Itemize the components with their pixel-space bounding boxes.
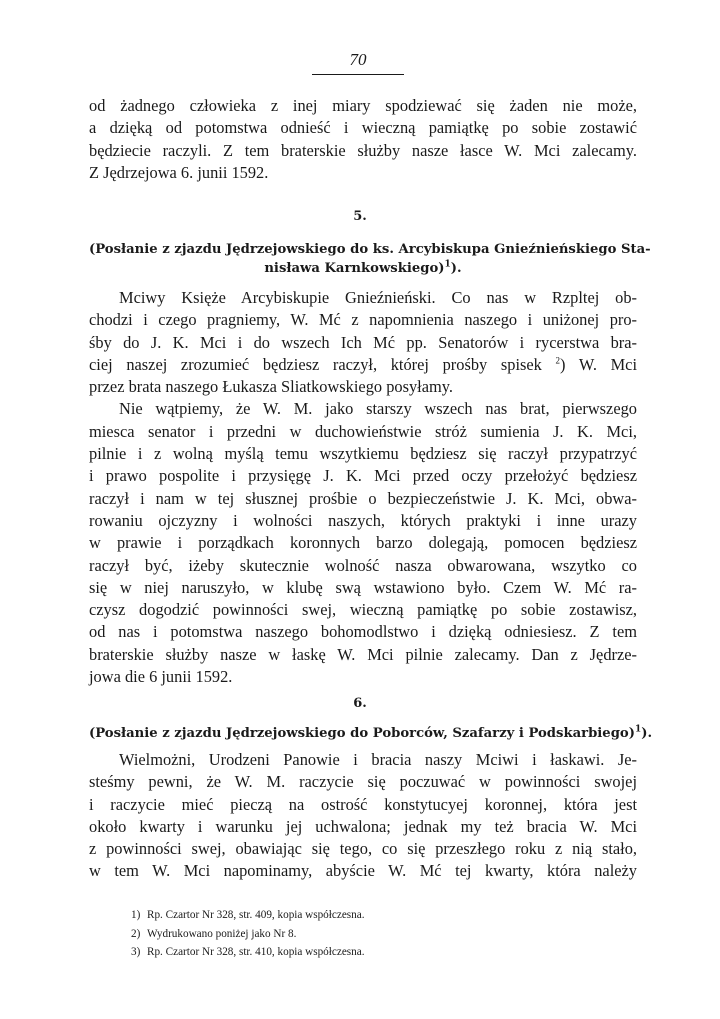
footnote-mark: 2) xyxy=(131,927,141,940)
footnote-mark: 1) xyxy=(131,909,141,921)
footnote xyxy=(131,943,551,962)
text-line: od nas i potomstwa naszego bohomodlstwo i dzięką odniesiesz. Z tem xyxy=(89,622,637,642)
text-line: przez brata naszego Łukasza Sliatkowskiego posyłamy. xyxy=(89,377,453,397)
footnote-ref: 1 xyxy=(444,259,451,270)
footnote-ref: 1 xyxy=(634,724,642,735)
text-line: miesca senator i przedni w duchowieństwie stróż sumienia J. K. Mci, xyxy=(89,421,637,441)
text-line: Z Jędrzejowa 6. junii 1592. xyxy=(89,162,269,182)
text-line: pilnie i z wolną myślą temu wszytkiemu będziesz się raczył przypatrzyć xyxy=(89,444,637,464)
letter-closing-paragraph xyxy=(89,95,637,184)
text-line: od żadnego człowieka z inej miary spodziewać się żaden nie może, xyxy=(89,96,637,115)
text-line: chodzi i czego pragniemy, W. Mć z napomnienia naszego i uniżonej pro- xyxy=(89,310,637,330)
heading-line: (Posłanie z zjazdu Jędrzejowskiego do ks. Arcybiskupa Gnieźnieńskiego Sta- xyxy=(89,242,651,257)
section-number-5: 5. xyxy=(353,209,367,224)
footnote-text: Rp. Czartor Nr 328, str. 410, kopia współczesna. xyxy=(147,946,365,958)
text-line: się w niej naruszyło, w klubę swą wstawiono było. Czem W. Mć ra- xyxy=(89,577,637,597)
text-line: śby do J. K. Mci i do wszech Ich Mć pp. Senatorów i rycerstwa bra- xyxy=(89,332,637,352)
footnote-ref: 2 xyxy=(555,355,561,366)
text-line: w tem W. Mci napominamy, abyście W. Mć tej kwarty, która należy xyxy=(89,861,637,881)
text-line: steśmy pewni, że W. M. raczycie się poczuwać w powinności swojej xyxy=(89,772,637,792)
text-line: i raczycie mieć pieczą na ostrość konstytucyej koronnej, która jest xyxy=(89,794,637,814)
text-line: rowaniu ojczyzny i wolności naszych, których praktyki i inne urazy xyxy=(89,510,637,530)
text-line: Mciwy Księże Arcybiskupie Gnieźnieński. Co nas w Rzpltej ob- xyxy=(119,288,637,307)
text-line: a dzięką od potomstwa odnieść i wieczną pamiątkę po sobie zostawić xyxy=(89,118,637,138)
section-number-6: 6. xyxy=(353,696,367,711)
text-line: ciej naszej zrozumieć będziesz raczył, której prośby spisek $^2$) W. Mci xyxy=(89,354,637,374)
text-line: raczył być, iżeby skutecznie wolność nasza obwarowana, wszytko co xyxy=(89,555,637,575)
footnote-text: Wydrukowano poniżej jako Nr 8. xyxy=(147,927,297,940)
section-6-body xyxy=(89,749,637,883)
footnote xyxy=(131,925,551,944)
text-line: czysz dogodzić powinności swej, wieczną pamiątkę po sobie zostawisz, xyxy=(89,600,637,620)
text-line: braterskie służby nasze w łaskę W. Mci pilnie zalecamy. Dan z Jędrze- xyxy=(89,644,637,664)
footnotes xyxy=(131,906,551,962)
page-number: 70 xyxy=(312,50,404,75)
section-heading-5 xyxy=(89,240,651,278)
heading-line: nisława Karnkowskiego)$^1$). xyxy=(264,259,462,276)
text-line: będziecie raczyli. Z tem braterskie służby nasze łasce W. Mci zalecamy. xyxy=(89,140,637,160)
text-line: Nie wątpiemy, że W. M. jako starszy wszech nas brat, pierwszego xyxy=(119,399,637,419)
footnote-text: Rp. Czartor Nr 328, str. 409, kopia współczesna. xyxy=(147,909,365,921)
text-line: około kwarty i warunku jej uchwalona; jednak my też bracia W. Mci xyxy=(89,816,637,836)
text-line: Wielmożni, Urodzeni Panowie i bracia naszy Mciwi i łaskawi. Je- xyxy=(119,750,637,769)
footnote xyxy=(131,906,551,925)
text-line: raczył i nam w tej słusznej prośbie o bezpieczeństwie J. K. Mci, obwa- xyxy=(89,488,637,508)
text-line: z powinności swej, obawiając się tego, co się przeszłego roku z nią stało, xyxy=(89,839,637,859)
text-line: i prawo pospolite i przysięgę J. K. Mci przed oczy przełożyć będziesz xyxy=(89,466,637,486)
section-heading-6: (Posłanie z zjazdu Jędrzejowskiego do Poborców, Szafarzy i Podskarbiego)$^1$). xyxy=(89,724,653,741)
footnote-mark: 3) xyxy=(131,946,141,958)
section-5-body xyxy=(89,287,637,688)
text-line: w prawie i porządkach koronnych barzo dolegają, pomocen będziesz xyxy=(89,533,637,553)
text-line: jowa die 6 junii 1592. xyxy=(89,667,233,687)
